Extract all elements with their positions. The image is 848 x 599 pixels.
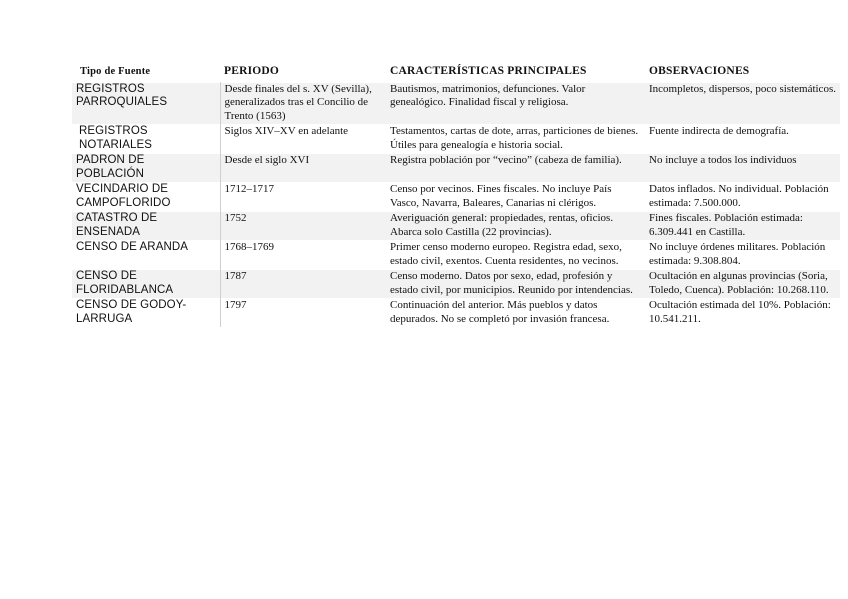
table-row xyxy=(72,82,840,125)
header-periodo: PERIODO xyxy=(224,65,280,77)
cell-periodo: 1712–1717 xyxy=(220,183,386,212)
cell-tipo: VECINDARIO DE CAMPOFLORIDO xyxy=(72,183,220,212)
sources-table xyxy=(72,63,840,327)
cell-tipo: CENSO DE GODOY-LARRUGA xyxy=(72,299,220,328)
cell-caracteristicas: Censo moderno. Datos por sexo, edad, profesión y estado civil, por municipios. Reunido por intendencias. xyxy=(386,270,645,299)
cell-periodo: 1752 xyxy=(220,212,386,241)
header-observaciones: OBSERVACIONES xyxy=(649,65,750,77)
cell-tipo: REGISTROS NOTARIALES xyxy=(72,125,220,154)
cell-caracteristicas: Testamentos, cartas de dote, arras, particiones de bienes. Útiles para genealogía e historia social. xyxy=(386,125,645,154)
cell-observaciones: Incompletos, dispersos, poco sistemáticos. xyxy=(645,82,840,125)
cell-caracteristicas: Averiguación general: propiedades, rentas, oficios. Abarca solo Castilla (22 provincias). xyxy=(386,212,645,241)
cell-caracteristicas: Censo por vecinos. Fines fiscales. No incluye País Vasco, Navarra, Baleares, Canarias ni clérigos. xyxy=(386,183,645,212)
cell-periodo: 1768–1769 xyxy=(220,241,386,270)
cell-caracteristicas: Primer censo moderno europeo. Registra edad, sexo, estado civil, exentos. Cuenta residentes, no vecinos. xyxy=(386,241,645,270)
table-row xyxy=(72,154,840,183)
cell-tipo: PADRÓN DE POBLACIÓN xyxy=(72,154,220,183)
cell-periodo: Desde finales del s. XV (Sevilla), generalizados tras el Concilio de Trento (1563) xyxy=(220,82,386,125)
cell-observaciones: Datos inflados. No individual. Población estimada: 7.500.000. xyxy=(645,183,840,212)
cell-tipo: CENSO DE ARANDA xyxy=(72,241,220,270)
header-row xyxy=(72,63,840,82)
cell-periodo: 1787 xyxy=(220,270,386,299)
table-row xyxy=(72,299,840,328)
cell-periodo: 1797 xyxy=(220,299,386,328)
cell-observaciones: Fuente indirecta de demografía. xyxy=(645,125,840,154)
cell-observaciones: Fines fiscales. Población estimada: 6.309.441 en Castilla. xyxy=(645,212,840,241)
table-row xyxy=(72,125,840,154)
cell-observaciones: Ocultación en algunas provincias (Soria, Toledo, Cuenca). Población: 10.268.110. xyxy=(645,270,840,299)
cell-caracteristicas: Continuación del anterior. Más pueblos y datos depurados. No se completó por invasión francesa. xyxy=(386,299,645,328)
table-row xyxy=(72,241,840,270)
cell-caracteristicas: Registra población por “vecino” (cabeza de familia). xyxy=(386,154,645,183)
cell-periodo: Desde el siglo XVI xyxy=(220,154,386,183)
table-row xyxy=(72,183,840,212)
table-row xyxy=(72,270,840,299)
header-caracteristicas: CARACTERÍSTICAS PRINCIPALES xyxy=(390,65,587,77)
cell-tipo: CATASTRO DE ENSENADA xyxy=(72,212,220,241)
cell-observaciones: No incluye a todos los individuos xyxy=(645,154,840,183)
cell-tipo: REGISTROS PARROQUIALES xyxy=(72,82,220,125)
cell-observaciones: Ocultación estimada del 10%. Población: 10.541.211. xyxy=(645,299,840,328)
cell-caracteristicas: Bautismos, matrimonios, defunciones. Valor genealógico. Finalidad fiscal y religiosa. xyxy=(386,82,645,125)
cell-observaciones: No incluye órdenes militares. Población estimada: 9.308.804. xyxy=(645,241,840,270)
cell-tipo: CENSO DE FLORIDABLANCA xyxy=(72,270,220,299)
header-tipo: Tipo de Fuente xyxy=(80,66,151,77)
table-row xyxy=(72,212,840,241)
cell-periodo: Siglos XIV–XV en adelante xyxy=(220,125,386,154)
